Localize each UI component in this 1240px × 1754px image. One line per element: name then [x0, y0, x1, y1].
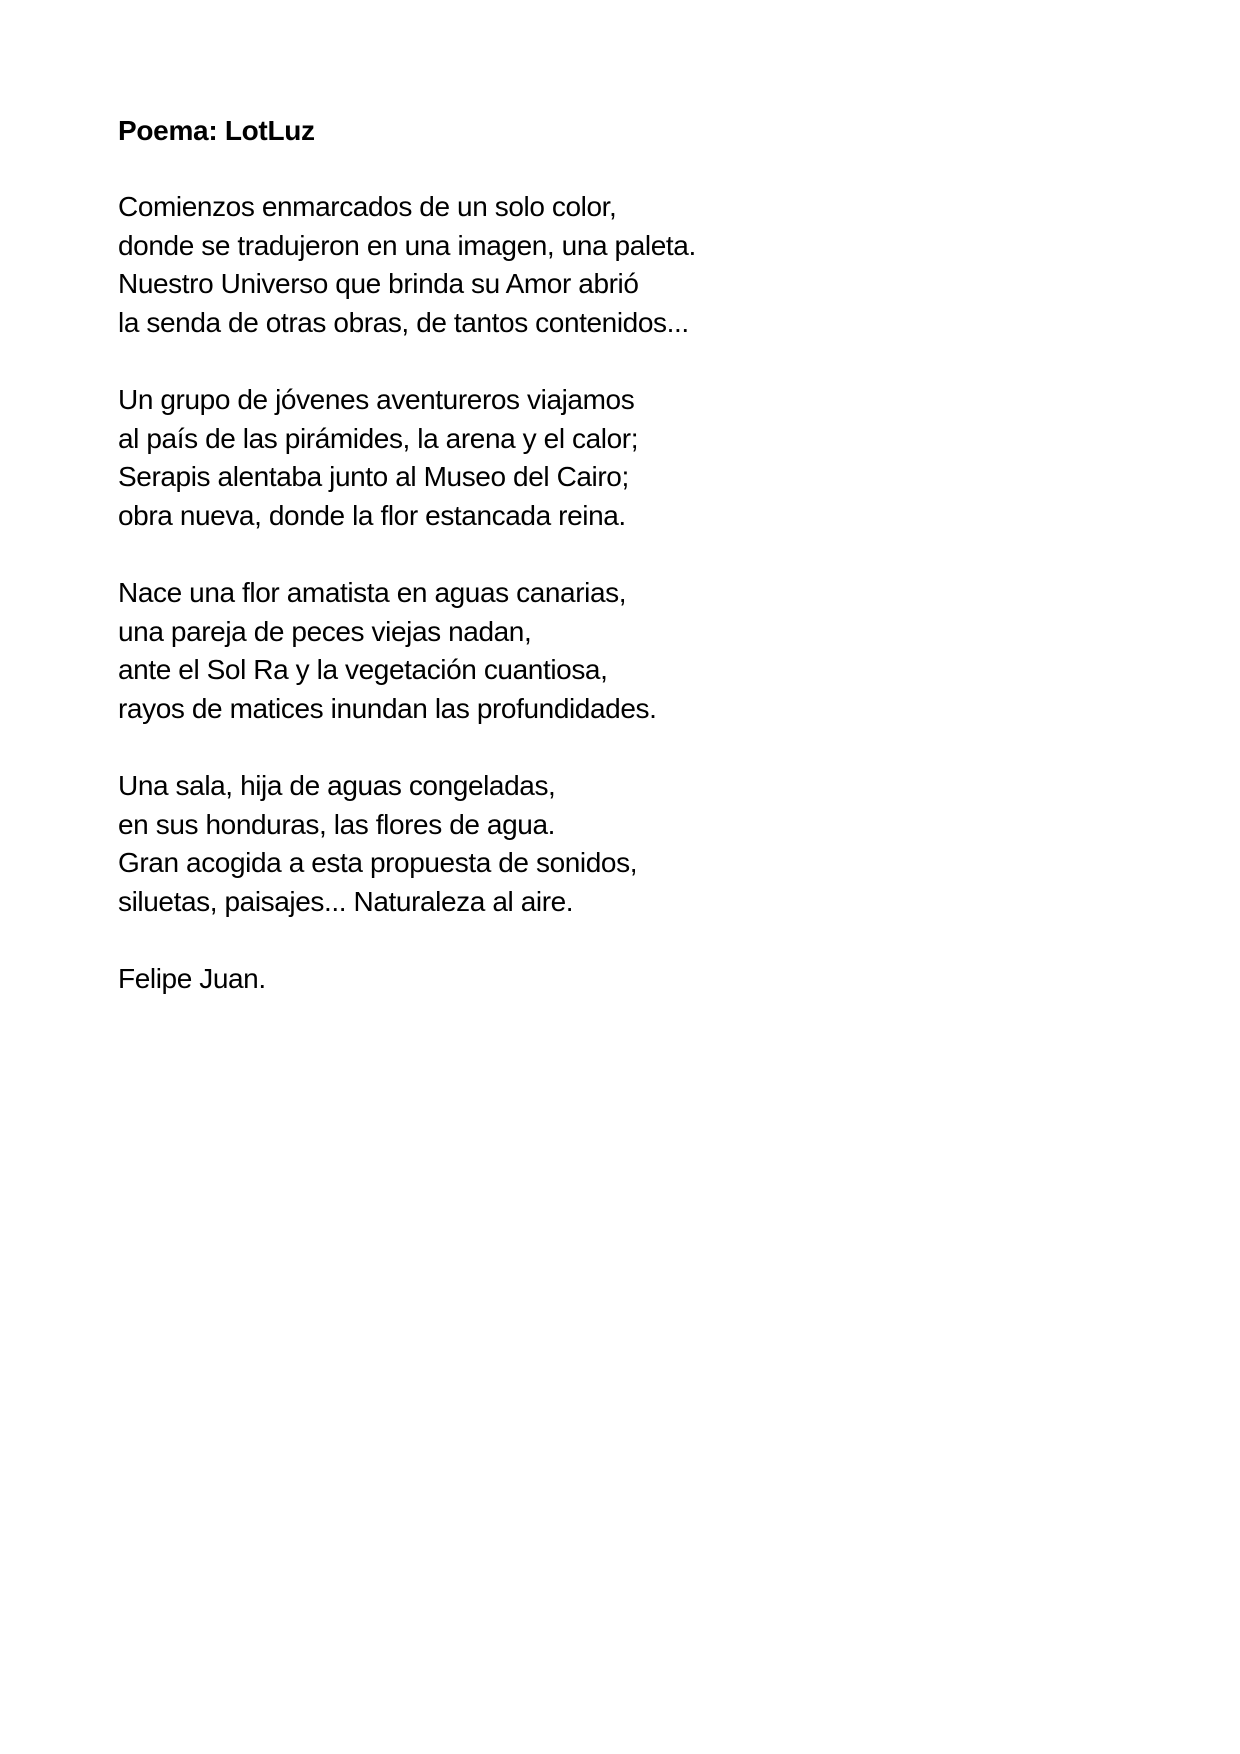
- stanza-2: [118, 381, 1118, 535]
- poem-line: Nuestro Universo que brinda su Amor abrió: [118, 268, 639, 299]
- poem-line: rayos de matices inundan las profundidades.: [118, 692, 657, 724]
- poem-line: al país de las pirámides, la arena y el calor;: [118, 422, 639, 454]
- poem-line: Comienzos enmarcados de un solo color,: [118, 191, 617, 222]
- poem-line: donde se tradujeron en una imagen, una paleta.: [118, 229, 696, 261]
- poem-line: siluetas, paisajes... Naturaleza al aire.: [118, 885, 574, 917]
- poem-title: Poema: LotLuz: [118, 115, 315, 146]
- poem-line: Nace una flor amatista en aguas canarias,: [118, 577, 627, 608]
- poem-line: en sus honduras, las flores de agua.: [118, 808, 556, 840]
- poem-line: Gran acogida a esta propuesta de sonidos,: [118, 847, 638, 878]
- poem-line: Serapis alentaba junto al Museo del Cairo;: [118, 461, 629, 492]
- stanza-3: [118, 574, 1118, 728]
- poem-line: una pareja de peces viejas nadan,: [118, 615, 532, 647]
- stanza-1: [118, 188, 1118, 342]
- poem-line: Una sala, hija de aguas congeladas,: [118, 770, 556, 801]
- poem-line: ante el Sol Ra y la vegetación cuantiosa,: [118, 654, 608, 685]
- author-signature: Felipe Juan.: [118, 963, 266, 994]
- poem-line: la senda de otras obras, de tantos contenidos...: [118, 306, 689, 338]
- stanza-4: [118, 767, 1118, 921]
- poem-line: Un grupo de jóvenes aventureros viajamos: [118, 384, 635, 415]
- poem-line: obra nueva, donde la flor estancada reina.: [118, 499, 626, 531]
- document-page: [118, 112, 1118, 999]
